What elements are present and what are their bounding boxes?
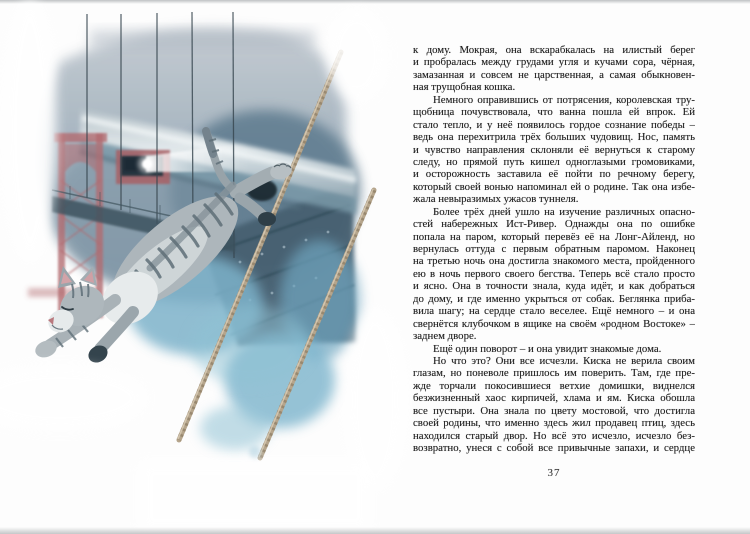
text-line: находился старый двор. Но всё это исчезло, исчезло без- bbox=[413, 429, 695, 442]
text-line: замазанная и совсем не царственная, а самая обыкновен- bbox=[413, 68, 695, 81]
text-line: на третью ночь она достигла знакомого места, пройденного bbox=[413, 255, 695, 268]
text-line: и осторожность заставила её пойти по речному берегу, bbox=[413, 168, 695, 181]
text-line: заднем дворе. bbox=[413, 330, 477, 343]
text-line: своей родины, что именно здесь жил продавец птиц, здесь bbox=[413, 417, 695, 430]
text-line: вернулась оттуда с первым обратным паромом. Наконец bbox=[413, 243, 695, 255]
text-line: жала невыразимых ужасов туннеля. bbox=[413, 193, 579, 206]
text-line: до дому, и где именно укрыться от собак. Беглянка приба- bbox=[413, 292, 695, 305]
text-line: Ещё один поворот – и она увидит знакомые дома. bbox=[433, 342, 662, 355]
text-line: Более трёх дней ушло на изучение различных опасно- bbox=[433, 205, 695, 218]
text-line: и чувство направления склоняли её вернуться к старому bbox=[413, 143, 695, 156]
text-line: вила шагу; на сердце стало веселее. Ещё немного – и она bbox=[413, 305, 695, 318]
text-line: свернётся клубочком в ящике на своём «родном Востоке» – bbox=[413, 317, 695, 330]
text-line: попала на паром, который перевёз её на Лонг-Айленд, но bbox=[413, 230, 695, 243]
text-column bbox=[413, 44, 695, 454]
text-line: ею в ночь первого своего бегства. Теперь всё стало просто bbox=[413, 267, 695, 280]
text-line: ведь она перехитрила трёх больших чудовищ. Нос, память bbox=[413, 131, 695, 144]
text-line: безжизненный хаос кирпичей, хлама и ям. Киска обошла bbox=[413, 392, 695, 405]
text-line: возвратно, унеся с собой все привычные запахи, и сердце bbox=[413, 442, 695, 454]
text-line: все пустыри. Она знала по цвету мостовой, что достигла bbox=[413, 404, 695, 417]
text-line: Но что это? Они все исчезли. Киска не верила своим bbox=[433, 354, 695, 367]
text-line: щобница почувствовала, что ванна пошла ей впрок. Ей bbox=[413, 106, 695, 119]
text-line: ная трущобная кошка. bbox=[413, 81, 516, 94]
text-line: следу, но прямой путь кишел одноглазыми громовиками, bbox=[413, 155, 695, 168]
text-line: стало тепло, и у неё появилось гордое сознание победы – bbox=[413, 118, 695, 131]
text-line: глазам, но поневоле пришлось им поверить. Там, где пре- bbox=[413, 367, 695, 380]
text-line: стей набережных Ист-Ривер. Однажды она по ошибке bbox=[413, 218, 695, 231]
text-line: и пробралась между грудами угля и кучами сора, чёрная, bbox=[413, 56, 695, 69]
text-line: который своей вонью напоминал ей о родине. Так она избе- bbox=[413, 180, 695, 193]
text-line: жде торчали покосившиеся ветхие домишки, виднелся bbox=[413, 379, 695, 392]
text-line: и ясно. Она в точности знала, куда идёт, и как добраться bbox=[413, 280, 695, 293]
text-line: к дому. Мокрая, она вскарабкалась на илистый берег bbox=[413, 44, 695, 56]
page-bottom-shadow bbox=[0, 527, 750, 534]
text-line: Немного оправившись от потрясения, королевская тру- bbox=[433, 93, 695, 106]
page-number: 37 bbox=[547, 467, 561, 479]
headlight-lamp bbox=[142, 159, 152, 169]
